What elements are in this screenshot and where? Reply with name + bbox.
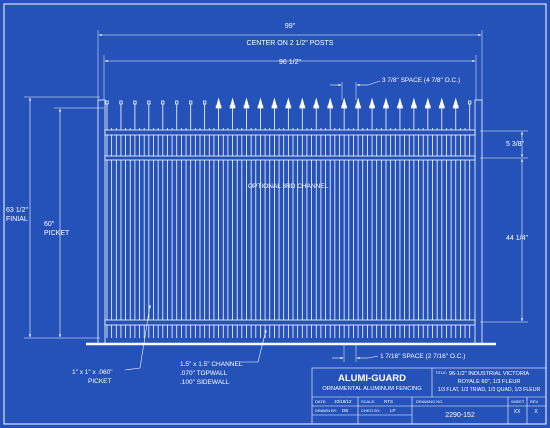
checked-by-label: CHK'D BY: bbox=[361, 408, 381, 413]
finial-spear bbox=[230, 99, 235, 108]
rail-channel bbox=[105, 320, 475, 325]
title-line3: 1/3 FLAT, 1/3 TRIAD, 1/3 QUAD, 1/3 FLEUR bbox=[437, 387, 541, 393]
channel-note-line3: .100" SIDEWALL bbox=[180, 379, 230, 386]
drawn-by-value: DB bbox=[342, 408, 349, 413]
rail-channel bbox=[105, 156, 475, 160]
fence-panel bbox=[98, 99, 482, 344]
finial-spear bbox=[453, 99, 458, 108]
finial-height-label: 63 1/2" bbox=[6, 207, 28, 214]
checked-by-value: LP bbox=[390, 408, 396, 413]
drawing-no-value: 2290-152 bbox=[445, 412, 475, 419]
picket-height-sublabel: PICKET bbox=[44, 230, 70, 237]
title-line1: 96-1/2" INDUSTRIAL VICTORIA bbox=[448, 371, 530, 377]
finial-spear bbox=[216, 99, 221, 108]
picket-note-line1: 1" x 1" x .060" bbox=[72, 369, 113, 376]
rev-label: REV bbox=[530, 399, 539, 404]
picket-cap bbox=[106, 101, 108, 104]
picket-note-line2: PICKET bbox=[88, 378, 112, 385]
finial-spear bbox=[397, 99, 402, 108]
drawn-by-label: DRAWN BY: bbox=[315, 408, 338, 413]
overall-width-label: 99" bbox=[284, 23, 296, 30]
bottom-space-label: 1 7/16" SPACE (2 7/16" O.C.) bbox=[380, 353, 466, 360]
sheet-value: XX bbox=[513, 409, 521, 415]
scale-value: NTS bbox=[384, 399, 393, 404]
picket-cap bbox=[176, 101, 178, 104]
finial-spear bbox=[244, 99, 249, 108]
finial-spear bbox=[314, 99, 319, 108]
channel-span-label: 44 1/4" bbox=[506, 235, 528, 242]
channel-note-line1: 1.5" x 1.5" CHANNEL bbox=[180, 361, 243, 368]
post-right bbox=[475, 100, 482, 344]
sheet-label: SHEET bbox=[511, 399, 525, 404]
brand-subtitle: ORNAMENTAL ALUMINUM FENCING bbox=[322, 386, 422, 392]
picket-cap bbox=[190, 101, 192, 104]
finial-spear bbox=[356, 99, 361, 108]
post-left bbox=[98, 100, 105, 344]
title-label: TITLE: bbox=[435, 370, 448, 375]
finial-spear bbox=[342, 99, 347, 108]
picket-cap bbox=[134, 101, 136, 104]
picket-cap bbox=[120, 101, 122, 104]
finial-spear bbox=[384, 99, 389, 108]
picket-cap bbox=[469, 101, 471, 104]
finial-spear bbox=[439, 99, 444, 108]
post-spacing-label: CENTER ON 2 1/2" POSTS bbox=[246, 40, 334, 47]
finial-spear bbox=[328, 99, 333, 108]
finial-label: FINIAL bbox=[6, 216, 28, 223]
picket-leader bbox=[125, 305, 150, 370]
channel-note-line2: .070" TOPWALL bbox=[180, 370, 228, 377]
rev-value: X bbox=[534, 409, 538, 415]
rail-channel bbox=[105, 130, 475, 135]
date-value: 10/18/12 bbox=[334, 399, 352, 404]
channel-leader bbox=[240, 330, 266, 362]
top-space-label: 3 7/8" SPACE (4 7/8" O.C.) bbox=[382, 77, 461, 84]
title-line2: ROYALE 60", 1/3 FLEUR bbox=[457, 379, 521, 385]
rail-gap-label: 5 3/8" bbox=[506, 141, 525, 148]
finial-spear bbox=[272, 99, 277, 108]
finial-spear bbox=[258, 99, 263, 108]
optional-channel-note: OPTIONAL 3RD CHANNEL bbox=[248, 183, 329, 190]
drawing-no-label: DRAWING NO. bbox=[416, 399, 444, 404]
brand-name: ALUMI-GUARD bbox=[337, 373, 407, 384]
finial-spear bbox=[286, 99, 291, 108]
finial-spear bbox=[370, 99, 375, 108]
picket-height-label: 60" bbox=[44, 221, 55, 228]
panel-width-label: 96 1/2" bbox=[279, 59, 301, 66]
date-label: DATE: bbox=[315, 399, 327, 404]
picket-cap bbox=[148, 101, 150, 104]
picket-cap bbox=[203, 101, 205, 104]
finial-spear bbox=[300, 99, 305, 108]
finial-spear bbox=[425, 99, 430, 108]
finial-spear bbox=[411, 99, 416, 108]
scale-label: SCALE: bbox=[361, 399, 376, 404]
picket-cap bbox=[162, 101, 164, 104]
